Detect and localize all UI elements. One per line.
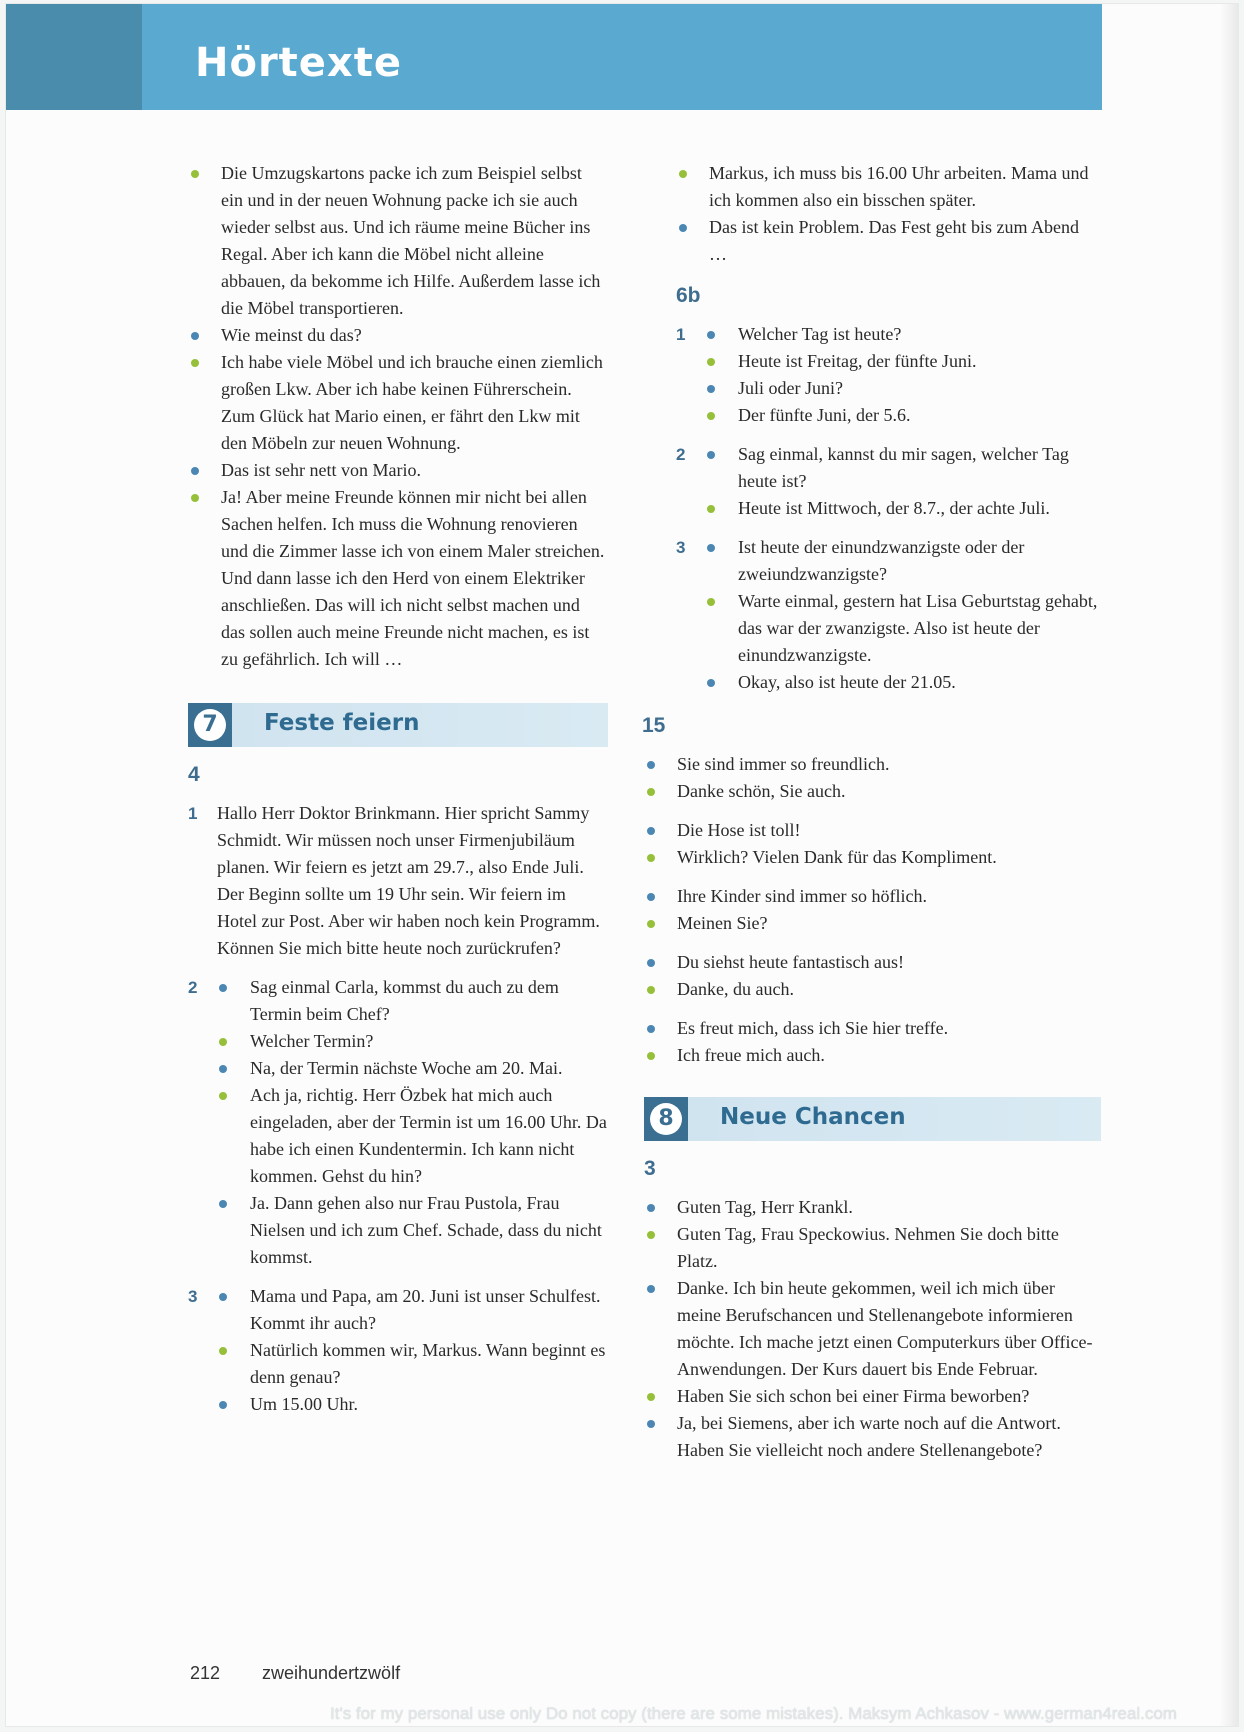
left-column <box>188 160 608 1418</box>
dialog-line: Ich freue mich auch. <box>644 1042 1101 1069</box>
page-number-word: zweihundertzwölf <box>262 1663 401 1683</box>
dialog-line: Ihre Kinder sind immer so höflich. <box>644 883 1101 910</box>
dialog-line: Ich habe viele Möbel und ich brauche einen ziemlich großen Lkw. Aber ich habe keinen Führerschein. Zum Glück hat Mario einen, er fährt den Lkw mit den Möbeln zur neuen Wohnung. <box>188 349 608 457</box>
dialog-line: Es freut mich, dass ich Sie hier treffe. <box>644 1015 1101 1042</box>
bullet-icon <box>219 1200 227 1208</box>
dialog-line: Heute ist Freitag, der fünfte Juni. <box>676 348 1101 375</box>
exercise-item <box>676 321 1101 429</box>
right-column <box>642 160 1101 1464</box>
dialog-line: Ja. Dann gehen also nur Frau Pustola, Frau Nielsen und ich zum Chef. Schade, dass du nicht kommst. <box>188 1190 608 1271</box>
page-edge-shadow <box>1220 4 1238 1726</box>
dialog-line: Heute ist Mittwoch, der 8.7., der achte Juli. <box>676 495 1101 522</box>
item-number: 3 <box>676 538 686 557</box>
dialog-line: Natürlich kommen wir, Markus. Wann beginnt es denn genau? <box>188 1337 608 1391</box>
dialog-line: 3 Ist heute der einundzwanzigste oder der zweiundzwanzigste? <box>676 534 1101 588</box>
dialog-line: Danke. Ich bin heute gekommen, weil ich mich über meine Berufschancen und Stellenangebote informieren möchte. Ich mache jetzt einen Computerkurs über Office-Anwendungen. Der Kurs dauert bis Ende Februar. <box>644 1275 1101 1383</box>
bullet-icon <box>707 451 715 459</box>
dialog-line: Das ist kein Problem. Das Fest geht bis zum Abend … <box>676 214 1101 268</box>
bullet-icon <box>219 1065 227 1073</box>
bullet-icon <box>647 788 655 796</box>
bullet-icon <box>647 1420 655 1428</box>
bullet-icon <box>707 385 715 393</box>
dialog-line: 2 Sag einmal, kannst du mir sagen, welcher Tag heute ist? <box>676 441 1101 495</box>
bullet-icon <box>219 1038 227 1046</box>
dialog-line: Okay, also ist heute der 21.05. <box>676 669 1101 696</box>
bullet-icon <box>219 1293 227 1301</box>
bullet-icon <box>647 1204 655 1212</box>
dialog-line: Ja! Aber meine Freunde können mir nicht bei allen Sachen helfen. Ich muss die Wohnung renovieren und die Zimmer lasse ich von einem Maler streichen. Und dann lasse ich den Herd von einem Elektriker anschließen. Das will ich nicht selbst machen und das sollen auch meine Freunde nicht machen, es ist zu gefährlich. Ich will … <box>188 484 608 673</box>
bullet-icon <box>647 1231 655 1239</box>
bullet-icon <box>191 170 199 178</box>
dialog-line: Danke, du auch. <box>644 976 1101 1003</box>
dialog-line: 1 Welcher Tag ist heute? <box>676 321 1101 348</box>
bullet-icon <box>647 761 655 769</box>
page-number: 212 <box>190 1663 221 1683</box>
bullet-icon <box>707 331 715 339</box>
bullet-icon <box>679 170 687 178</box>
section-badge: 7 <box>188 703 232 747</box>
dialog-line: Sie sind immer so freundlich. <box>644 751 1101 778</box>
bullet-icon <box>707 358 715 366</box>
item-number: 3 <box>188 1287 198 1306</box>
bullet-icon <box>647 827 655 835</box>
section-title: Feste feiern <box>264 710 420 736</box>
dialog-line: Danke schön, Sie auch. <box>644 778 1101 805</box>
dialog-line: Markus, ich muss bis 16.00 Uhr arbeiten. Mama und ich kommen also ein bisschen später. <box>676 160 1101 214</box>
dialog-line: Ach ja, richtig. Herr Özbek hat mich auch eingeladen, aber der Termin ist um 16.00 Uhr. Da habe ich einen Kundentermin. Ich kann nicht kommen. Gehst du hin? <box>188 1082 608 1190</box>
bullet-icon <box>679 224 687 232</box>
bullet-icon <box>191 359 199 367</box>
dialog-line: Der fünfte Juni, der 5.6. <box>676 402 1101 429</box>
dialog-line: Welcher Termin? <box>188 1028 608 1055</box>
dialog-line: Ja, bei Siemens, aber ich warte noch auf die Antwort. Haben Sie vielleicht noch andere Stellenangebote? <box>644 1410 1101 1464</box>
bullet-icon <box>647 893 655 901</box>
bullet-icon <box>219 1092 227 1100</box>
section-header-8 <box>644 1097 1101 1141</box>
dialog-line: Warte einmal, gestern hat Lisa Geburtstag gehabt, das war der zwanzigste. Also ist heute der einundzwanzigste. <box>676 588 1101 669</box>
header-accent <box>6 4 142 110</box>
section-badge: 8 <box>644 1097 688 1141</box>
bullet-icon <box>647 920 655 928</box>
intro-dialog <box>188 160 608 673</box>
bullet-icon <box>647 1285 655 1293</box>
dialog-line: Die Hose ist toll! <box>644 817 1101 844</box>
dialog-line: Wie meinst du das? <box>188 322 608 349</box>
header-band <box>6 4 1102 110</box>
dialog-line: Haben Sie sich schon bei einer Firma beworben? <box>644 1383 1101 1410</box>
exercise-number: 4 <box>188 763 200 786</box>
section-header-7 <box>188 703 608 747</box>
exercise-item <box>188 1283 608 1418</box>
dialog-line: Guten Tag, Herr Krankl. <box>644 1194 1101 1221</box>
dialog-line: Die Umzugskartons packe ich zum Beispiel selbst ein und in der neuen Wohnung packe ich sie auch wieder selbst aus. Und ich räume meine Bücher ins Regal. Aber ich kann die Möbel nicht alleine abbauen, da bekomme ich Hilfe. Außerdem lasse ich die Möbel transportieren. <box>188 160 608 322</box>
bullet-icon <box>707 544 715 552</box>
section-title: Neue Chancen <box>720 1104 906 1130</box>
exercise-number: 15 <box>642 714 666 737</box>
dialog-line: Wirklich? Vielen Dank für das Kompliment. <box>644 844 1101 871</box>
dialog-line: Na, der Termin nächste Woche am 20. Mai. <box>188 1055 608 1082</box>
bullet-icon <box>707 598 715 606</box>
exercise-number: 3 <box>644 1157 656 1180</box>
exercise-item: 1 Hallo Herr Doktor Brinkmann. Hier spricht Sammy Schmidt. Wir müssen noch unser Firmenjubiläum planen. Wir feiern es jetzt am 29.7., also Ende Juli. Der Beginn sollte um 19 Uhr sein. Wir feiern im Hotel zur Post. Aber wir haben noch kein Programm. Können Sie mich bitte heute noch zurückrufen? <box>188 800 608 962</box>
bullet-icon <box>707 505 715 513</box>
dialog-line: Juli oder Juni? <box>676 375 1101 402</box>
item-number: 2 <box>676 445 686 464</box>
exercise-item <box>676 534 1101 696</box>
watermark-text: It's for my personal use only Do not copy (there are some mistakes). Maksym Achkasov - www.german4real.com <box>330 1704 1177 1723</box>
dialog-line: 2 Sag einmal Carla, kommst du auch zu dem Termin beim Chef? <box>188 974 608 1028</box>
bullet-icon <box>191 467 199 475</box>
item-number: 1 <box>188 804 198 823</box>
bullet-icon <box>647 986 655 994</box>
item-number: 1 <box>676 325 686 344</box>
bullet-icon <box>647 1393 655 1401</box>
exercise-number: 6b <box>676 284 701 307</box>
dialog-line: Um 15.00 Uhr. <box>188 1391 608 1418</box>
dialog-line: Guten Tag, Frau Speckowius. Nehmen Sie doch bitte Platz. <box>644 1221 1101 1275</box>
dialog-line: Du siehst heute fantastisch aus! <box>644 949 1101 976</box>
compliment-dialogs <box>644 751 1101 1464</box>
item-number: 2 <box>188 978 198 997</box>
bullet-icon <box>219 1401 227 1409</box>
bullet-icon <box>647 854 655 862</box>
exercise-item <box>676 441 1101 522</box>
bullet-icon <box>219 1347 227 1355</box>
dialog-line: Meinen Sie? <box>644 910 1101 937</box>
bullet-icon <box>647 1052 655 1060</box>
bullet-icon <box>707 412 715 420</box>
bullet-icon <box>647 959 655 967</box>
bullet-icon <box>647 1025 655 1033</box>
bullet-icon <box>191 494 199 502</box>
bullet-icon <box>219 984 227 992</box>
bullet-icon <box>707 679 715 687</box>
dialog-line: Das ist sehr nett von Mario. <box>188 457 608 484</box>
page-title: Hörtexte <box>195 40 402 86</box>
bullet-icon <box>191 332 199 340</box>
exercise-item <box>188 974 608 1271</box>
dialog-line: 3 Mama und Papa, am 20. Juni ist unser Schulfest. Kommt ihr auch? <box>188 1283 608 1337</box>
